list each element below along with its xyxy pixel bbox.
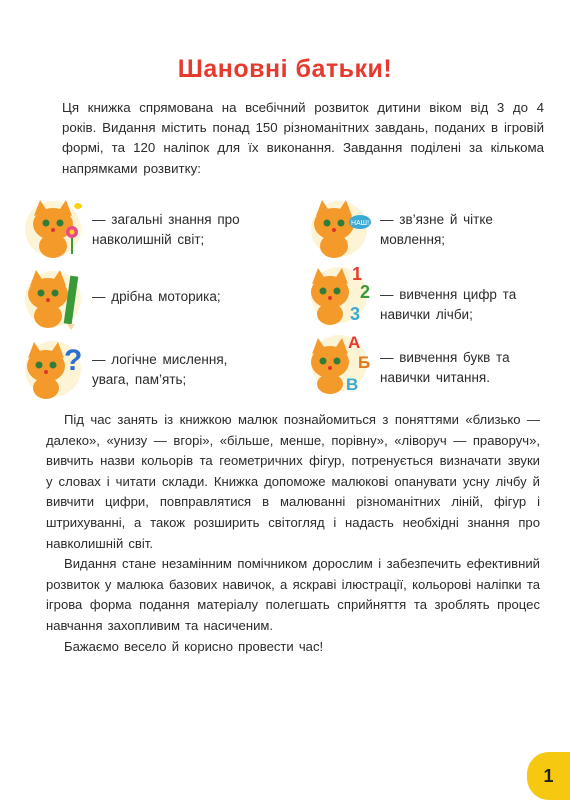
letter-glyph-b: Б [358, 353, 371, 372]
page-number-tab [527, 752, 570, 800]
feature-fine-motor: — дрібна моторика; [92, 289, 221, 304]
body-text [46, 410, 540, 657]
number-glyph-3: 3 [350, 304, 361, 324]
cat-pencil-icon [20, 266, 86, 332]
question-glyph: ? [64, 344, 83, 377]
body-paragraph: Бажаємо весело й корисно провести час! [64, 638, 324, 654]
body-paragraph: Видання стане незамінним помічником дорослим і забезпечить ефективний розвиток у малюка базових навичок, а яскраві ілюстрації, кольорові наліпки та ігрова форма подання матеріалу полегшать сприйняття та зроблять процес навчання захопливим та насиченим. [46, 556, 540, 633]
speech-bubble-label: НАШ! [350, 220, 370, 227]
cat-numbers-icon [306, 262, 372, 328]
intro-paragraph: Ця книжка спрямована на всебічний розвиток дитини віком від 3 до 4 років. Видання містить понад 150 різноманітних завдань, поданих в ігровій формі, та 120 наліпок для їх виконання. Завдання поділені за кількома напрямками розвитку: [62, 100, 544, 176]
body-paragraph: Під час занять із книжкою малюк познайомиться з поняттями «близько — далеко», «унизу — вгорі», «більше, менше, порівну», «ліворуч — праворуч», вивчить назви кольорів та геометричних фігур, потренується визначати звуки у словах і читати склади. Книжка допоможе малюкові опанувати усну лічбу й вивчити цифри, повправлятися в малюванні різноманітних ліній, фігур і штрихуванні, а також розширить світогляд і надасть необхідні знання про навколишній світ. [46, 412, 540, 551]
feature-speech: — зв’язне й чітке мовлення; [380, 212, 493, 247]
feature-general-knowledge: — загальні знання про навколишній світ; [92, 212, 240, 247]
cat-speech-bubble-icon [306, 196, 372, 262]
letter-glyph-v: В [346, 375, 359, 394]
number-glyph-2: 2 [360, 282, 371, 302]
number-glyph-1: 1 [352, 264, 363, 284]
letter-glyph-a: А [348, 333, 361, 352]
feature-numbers: — вивчення цифр та навички лічби; [380, 287, 517, 322]
cat-question-icon [20, 336, 86, 402]
cat-letters-icon [306, 330, 372, 396]
feature-logic: — логічне мислення, увага, пам’ять; [92, 352, 228, 387]
cat-flower-icon [20, 196, 86, 262]
page-title: Шановні батьки! [177, 55, 393, 83]
feature-letters: — вивчення букв та навички читання. [380, 350, 510, 385]
page-number: 1 [543, 765, 554, 786]
